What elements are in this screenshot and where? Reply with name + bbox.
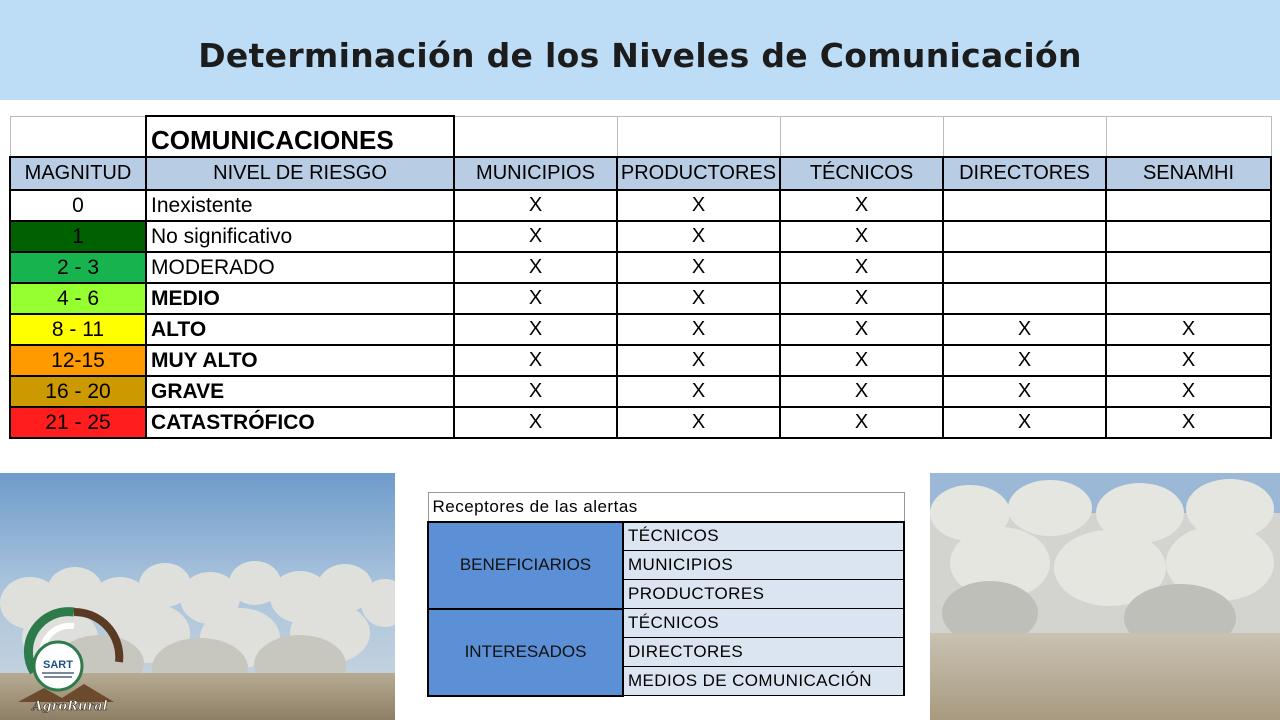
mark-tecnicos: X: [780, 252, 943, 283]
risk-level-row: [10, 345, 1271, 376]
section-label: COMUNICACIONES: [146, 116, 454, 157]
risk-level-row: [10, 283, 1271, 314]
receivers-title: Receptores de las alertas: [428, 493, 904, 522]
mark-tecnicos: X: [780, 283, 943, 314]
header-tecnicos: TÉCNICOS: [780, 157, 943, 190]
risk-level-cell: CATASTRÓFICO: [146, 407, 454, 438]
mark-productores: X: [617, 283, 780, 314]
risk-level-cell: Inexistente: [146, 190, 454, 221]
mark-directores: X: [943, 376, 1106, 407]
header-row: [10, 157, 1271, 190]
mark-directores: [943, 221, 1106, 252]
group-beneficiarios: BENEFICIARIOS: [428, 522, 623, 609]
mark-directores: [943, 283, 1106, 314]
mark-municipios: X: [454, 345, 617, 376]
mark-directores: X: [943, 314, 1106, 345]
svg-text:SART: SART: [43, 659, 73, 671]
magnitude-cell: 8 - 11: [10, 314, 146, 345]
magnitude-cell: 16 - 20: [10, 376, 146, 407]
mark-productores: X: [617, 314, 780, 345]
mark-municipios: X: [454, 190, 617, 221]
magnitude-cell: 1: [10, 221, 146, 252]
mark-municipios: X: [454, 283, 617, 314]
receiver-item: MUNICIPIOS: [623, 551, 904, 580]
mark-tecnicos: X: [780, 376, 943, 407]
mark-senamhi: X: [1106, 345, 1271, 376]
mark-senamhi: X: [1106, 314, 1271, 345]
receiver-item: MEDIOS DE COMUNICACIÓN: [623, 667, 904, 696]
risk-level-row: [10, 190, 1271, 221]
svg-text:AgroRural: AgroRural: [32, 699, 108, 714]
receiver-item: PRODUCTORES: [623, 580, 904, 609]
mark-productores: X: [617, 376, 780, 407]
risk-level-row: [10, 221, 1271, 252]
receiver-row: [428, 522, 904, 551]
mark-tecnicos: X: [780, 190, 943, 221]
header-municipios: MUNICIPIOS: [454, 157, 617, 190]
risk-level-cell: GRAVE: [146, 376, 454, 407]
empty-cell: [1106, 116, 1271, 157]
magnitude-cell: 0: [10, 190, 146, 221]
header-magnitud: MAGNITUD: [10, 157, 146, 190]
mark-municipios: X: [454, 314, 617, 345]
group-interesados: INTERESADOS: [428, 609, 623, 696]
header-nivel-de-riesgo: NIVEL DE RIESGO: [146, 157, 454, 190]
magnitude-cell: 12-15: [10, 345, 146, 376]
risk-level-row: [10, 252, 1271, 283]
mark-senamhi: [1106, 190, 1271, 221]
risk-level-row: [10, 314, 1271, 345]
mark-productores: X: [617, 345, 780, 376]
mark-senamhi: [1106, 221, 1271, 252]
empty-cell: [617, 116, 780, 157]
empty-cell: [780, 116, 943, 157]
mark-senamhi: X: [1106, 407, 1271, 438]
risk-level-cell: MUY ALTO: [146, 345, 454, 376]
magnitude-cell: 2 - 3: [10, 252, 146, 283]
risk-level-cell: MODERADO: [146, 252, 454, 283]
mark-tecnicos: X: [780, 407, 943, 438]
risk-level-cell: ALTO: [146, 314, 454, 345]
receiver-item: TÉCNICOS: [623, 522, 904, 551]
header-productores: PRODUCTORES: [617, 157, 780, 190]
empty-cell: [10, 116, 146, 157]
communication-levels-table: [9, 115, 1272, 439]
mark-tecnicos: X: [780, 221, 943, 252]
empty-cell: [454, 116, 617, 157]
empty-cell: [943, 116, 1106, 157]
mark-municipios: X: [454, 407, 617, 438]
risk-level-row: [10, 407, 1271, 438]
title-banner: [0, 0, 1280, 100]
section-title-row: [10, 116, 1271, 157]
mark-productores: X: [617, 221, 780, 252]
mark-directores: X: [943, 345, 1106, 376]
mark-productores: X: [617, 252, 780, 283]
agrorural-sart-logo: [14, 602, 132, 714]
mark-productores: X: [617, 190, 780, 221]
header-senamhi: SENAMHI: [1106, 157, 1271, 190]
alpaca-photo-right: [930, 473, 1280, 720]
mark-senamhi: X: [1106, 376, 1271, 407]
mark-municipios: X: [454, 252, 617, 283]
page-title: Determinación de los Niveles de Comunicación: [198, 36, 1082, 75]
alert-receivers-table: [427, 492, 905, 697]
mark-senamhi: [1106, 283, 1271, 314]
receiver-item: DIRECTORES: [623, 638, 904, 667]
risk-level-cell: No significativo: [146, 221, 454, 252]
header-directores: DIRECTORES: [943, 157, 1106, 190]
mark-senamhi: [1106, 252, 1271, 283]
magnitude-cell: 4 - 6: [10, 283, 146, 314]
mark-tecnicos: X: [780, 314, 943, 345]
mark-directores: [943, 190, 1106, 221]
mark-directores: X: [943, 407, 1106, 438]
mark-productores: X: [617, 407, 780, 438]
mark-directores: [943, 252, 1106, 283]
risk-level-row: [10, 376, 1271, 407]
mark-tecnicos: X: [780, 345, 943, 376]
magnitude-cell: 21 - 25: [10, 407, 146, 438]
receiver-row: [428, 609, 904, 638]
mark-municipios: X: [454, 221, 617, 252]
receiver-item: TÉCNICOS: [623, 609, 904, 638]
mark-municipios: X: [454, 376, 617, 407]
risk-level-cell: MEDIO: [146, 283, 454, 314]
